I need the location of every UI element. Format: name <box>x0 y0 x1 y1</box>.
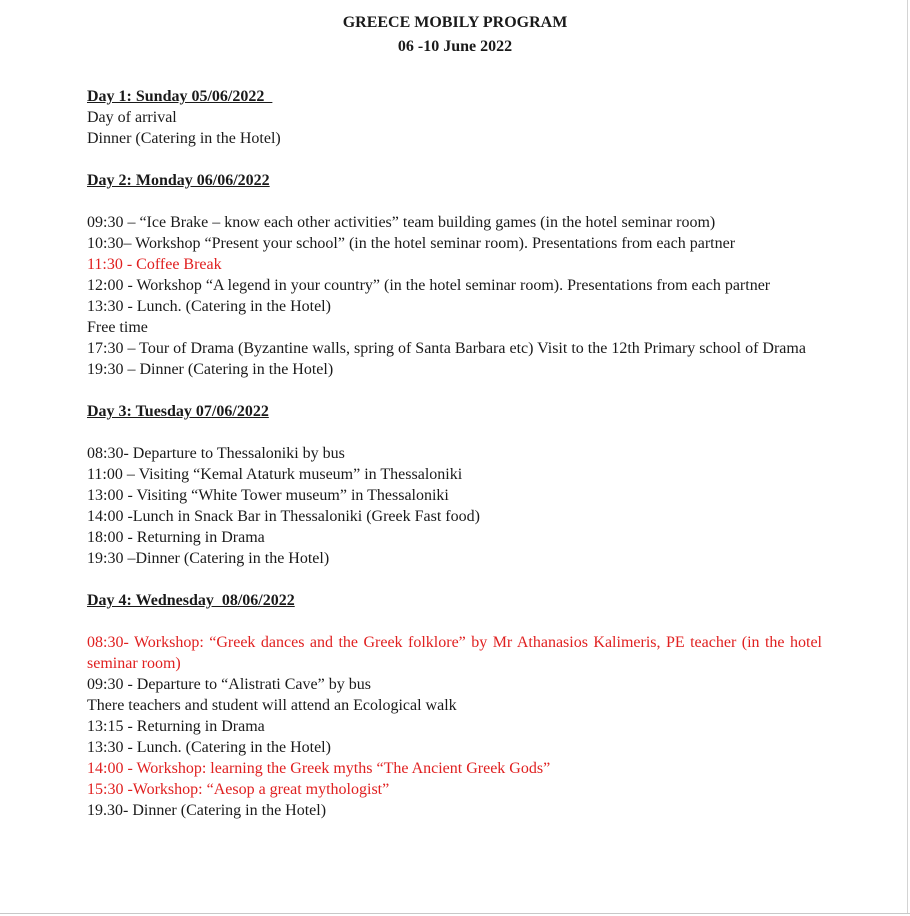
day-4-section <box>87 590 822 821</box>
schedule-line: 19.30- Dinner (Catering in the Hotel) <box>87 802 327 819</box>
day-heading: Day 4: Wednesday 08/06/2022 <box>87 592 295 609</box>
schedule-line: Free time <box>87 319 148 336</box>
schedule-line: 08:30- Departure to Thessaloniki by bus <box>87 445 345 462</box>
page-bottom-divider <box>0 913 910 914</box>
schedule-line: 19:30 –Dinner (Catering in the Hotel) <box>87 550 330 567</box>
schedule-line: 19:30 – Dinner (Catering in the Hotel) <box>87 361 334 378</box>
day-heading: Day 2: Monday 06/06/2022 <box>87 172 270 189</box>
schedule-line: 13:30 - Lunch. (Catering in the Hotel) <box>87 298 331 315</box>
schedule-line: Day of arrival <box>87 109 177 126</box>
page-edge-divider <box>907 0 908 914</box>
schedule-line: 12:00 - Workshop “A legend in your country” (in the hotel seminar room). Presentations from each partner <box>87 277 771 294</box>
schedule-line: 09:30 – “Ice Brake – know each other activities” team building games (in the hotel seminar room) <box>87 214 716 231</box>
day-3-section <box>87 401 822 569</box>
schedule-line: 15:30 -Workshop: “Aesop a great mythologist” <box>87 781 390 798</box>
schedule-line: 13:00 - Visiting “White Tower museum” in Thessaloniki <box>87 487 449 504</box>
schedule-line: 14:00 - Workshop: learning the Greek myths “The Ancient Greek Gods” <box>87 760 551 777</box>
day-heading: Day 3: Tuesday 07/06/2022 <box>87 403 269 420</box>
schedule-line: 13:30 - Lunch. (Catering in the Hotel) <box>87 739 331 756</box>
schedule-line: 11:00 – Visiting “Kemal Ataturk museum” in Thessaloniki <box>87 466 463 483</box>
schedule-line: 10:30– Workshop “Present your school” (in the hotel seminar room). Presentations from each partner <box>87 235 736 252</box>
schedule-line: There teachers and student will attend an Ecological walk <box>87 697 457 714</box>
schedule-line: 14:00 -Lunch in Snack Bar in Thessaloniki (Greek Fast food) <box>87 508 480 525</box>
schedule-line: 13:15 - Returning in Drama <box>87 718 265 735</box>
schedule-line: 18:00 - Returning in Drama <box>87 529 265 546</box>
schedule-line: 11:30 - Coffee Break <box>87 256 222 273</box>
schedule-line: 17:30 – Tour of Drama (Byzantine walls, spring of Santa Barbara etc) Visit to the 12th Primary school of Drama <box>87 340 806 357</box>
schedule-line: 08:30- Workshop: “Greek dances and the Greek folklore” by Mr Athanasios Kalimeris, PE teacher (in the hotel seminar room) <box>87 634 822 672</box>
schedule-line: 09:30 - Departure to “Alistrati Cave” by bus <box>87 676 371 693</box>
document-dates: 06 -10 June 2022 <box>397 38 513 55</box>
schedule-line: Dinner (Catering in the Hotel) <box>87 130 281 147</box>
program-body <box>87 86 822 821</box>
document-title: GREECE MOBILY PROGRAM <box>342 14 568 31</box>
day-2-section <box>87 170 822 380</box>
day-1-section <box>87 86 822 149</box>
day-heading: Day 1: Sunday 05/06/2022 <box>87 88 273 105</box>
